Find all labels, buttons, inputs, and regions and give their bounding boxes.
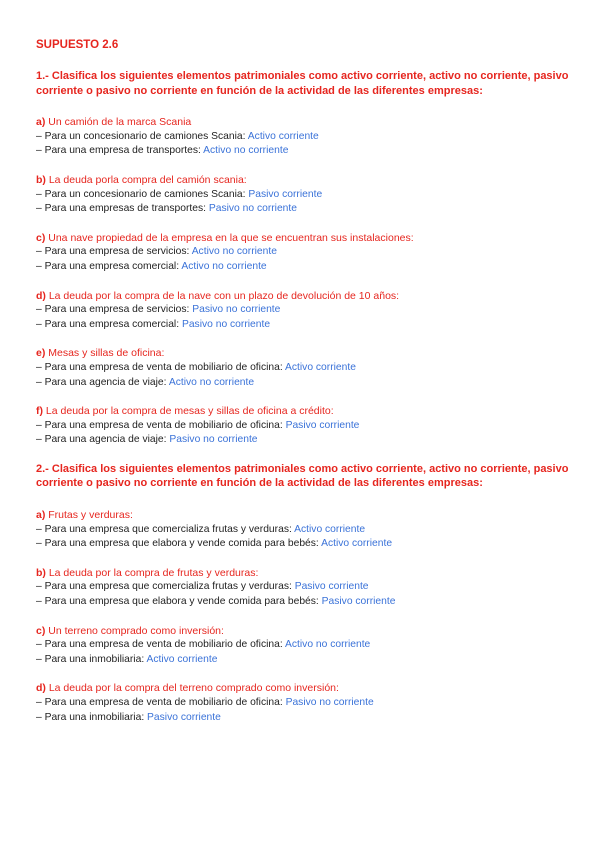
- item-title-text: La deuda por la compra de la nave con un plazo de devolución de 10 años:: [45, 289, 400, 302]
- item-letter: d): [36, 682, 46, 695]
- answer-line: [36, 303, 576, 318]
- answer-prompt: – Para una agencia de viaje:: [36, 434, 170, 446]
- item-title: [36, 508, 576, 523]
- answer-line: [36, 696, 576, 711]
- answer-prompt: – Para una empresa de venta de mobiliario de oficina:: [36, 361, 285, 373]
- answer-value: Pasivo corriente: [285, 419, 360, 431]
- answer-line: [36, 361, 576, 376]
- item-letter: b): [36, 173, 46, 186]
- exercise-item: [36, 624, 576, 668]
- answer-value: Pasivo corriente: [147, 711, 221, 723]
- answer-value: Pasivo no corriente: [181, 318, 271, 330]
- exercise-item: [36, 346, 576, 390]
- answer-prompt: – Para una empresa de transportes:: [36, 145, 204, 157]
- item-letter: d): [36, 289, 46, 302]
- answer-line: [36, 376, 576, 391]
- answer-prompt: – Para una empresa que elabora y vende comida para bebés:: [36, 596, 322, 608]
- item-title-text: Un terreno comprado como inversión:: [45, 624, 224, 637]
- exercise-item: [36, 566, 576, 610]
- item-letter: f): [36, 405, 43, 418]
- answer-value: Pasivo no corriente: [192, 304, 281, 316]
- answer-value: Pasivo corriente: [248, 188, 323, 200]
- exercise-item: [36, 173, 576, 217]
- item-letter: c): [36, 624, 46, 637]
- answer-value: Activo corriente: [285, 361, 356, 373]
- answer-value: Pasivo corriente: [321, 596, 396, 608]
- question-header: 2.- Clasifica los siguientes elementos patrimoniales como activo corriente, activo no corriente, pasivo corriente o pasivo no corriente en función de la actividad de las diferentes empresas:: [36, 462, 569, 490]
- item-letter: a): [36, 509, 46, 522]
- answer-value: Activo no corriente: [191, 246, 277, 258]
- answer-line: [36, 580, 576, 595]
- answer-value: Activo corriente: [294, 523, 366, 535]
- answer-line: [36, 523, 576, 538]
- answer-prompt: – Para un concesionario de camiones Scania:: [36, 130, 248, 142]
- item-title: [36, 681, 576, 696]
- exercise-item: [36, 404, 576, 448]
- answer-prompt: – Para una empresas de transportes:: [36, 203, 209, 215]
- answer-line: [36, 433, 576, 448]
- item-title-text: Una nave propiedad de la empresa en la que se encuentran sus instalaciones:: [45, 231, 414, 244]
- item-title-text: La deuda por la compra de mesas y sillas de oficina a crédito:: [43, 405, 334, 418]
- answer-prompt: – Para una inmobiliaria:: [36, 653, 147, 665]
- item-letter: a): [36, 116, 46, 129]
- item-title: [36, 289, 576, 304]
- sections-container: [36, 69, 576, 725]
- answer-prompt: – Para una empresa comercial:: [36, 260, 182, 272]
- answer-prompt: – Para una empresa de venta de mobiliario de oficina:: [36, 697, 286, 708]
- answer-value: Activo no corriente: [285, 639, 371, 651]
- answer-prompt: – Para una empresa que comercializa frutas y verduras:: [36, 581, 295, 593]
- document-title: SUPUESTO 2.6: [36, 39, 119, 51]
- question-section: [36, 69, 576, 448]
- answer-line: [36, 260, 576, 275]
- exercise-item: [36, 231, 576, 275]
- answer-prompt: – Para una empresa de servicios:: [36, 246, 192, 258]
- item-title-text: La deuda por la compra de frutas y verduras:: [45, 566, 259, 579]
- answer-line: [36, 318, 576, 333]
- item-title-text: La deuda porla compra del camión scania:: [45, 173, 247, 186]
- answer-line: [36, 245, 576, 260]
- item-title-text: Mesas y sillas de oficina:: [45, 347, 165, 360]
- answer-value: Activo corriente: [247, 130, 319, 142]
- answer-value: Activo no corriente: [168, 376, 255, 388]
- answer-value: Pasivo no corriente: [285, 697, 374, 708]
- answer-value: Pasivo no corriente: [169, 434, 258, 446]
- answer-prompt: – Para una inmobiliaria:: [36, 711, 148, 723]
- answer-line: [36, 711, 576, 726]
- item-title: [36, 231, 576, 246]
- item-title-text: La deuda por la compra del terreno comprado como inversión:: [45, 682, 339, 695]
- answer-line: [36, 638, 576, 653]
- answer-value: Activo no corriente: [203, 145, 289, 157]
- answer-prompt: – Para una empresa que elabora y vende comida para bebés:: [36, 538, 322, 550]
- item-letter: c): [36, 231, 46, 244]
- question-header: 1.- Clasifica los siguientes elementos patrimoniales como activo corriente, activo no corriente, pasivo corriente o pasivo no corriente en función de la actividad de las diferentes empresas:: [36, 70, 569, 97]
- answer-line: [36, 419, 576, 434]
- item-title: [36, 115, 576, 130]
- exercise-item: [36, 508, 576, 552]
- answer-value: Activo corriente: [146, 653, 218, 665]
- answer-prompt: – Para una empresa comercial:: [36, 318, 182, 330]
- item-title: [36, 624, 576, 639]
- exercise-item: [36, 681, 576, 725]
- item-title-text: Un camión de la marca Scania: [45, 116, 192, 129]
- answer-line: [36, 188, 576, 203]
- item-letter: b): [36, 566, 46, 579]
- item-title: [36, 404, 576, 419]
- item-title-text: Frutas y verduras:: [45, 509, 133, 522]
- answer-line: [36, 537, 576, 552]
- answer-line: [36, 653, 576, 668]
- item-title: [36, 566, 576, 581]
- answer-prompt: – Para una empresa de venta de mobiliario de oficina:: [36, 419, 286, 431]
- question-section: [36, 462, 576, 725]
- answer-prompt: – Para una agencia de viaje:: [36, 376, 169, 388]
- answer-line: [36, 595, 576, 610]
- answer-prompt: – Para una empresa de venta de mobiliario de oficina:: [36, 639, 285, 651]
- exercise-item: [36, 115, 576, 159]
- answer-line: [36, 144, 576, 159]
- item-letter: e): [36, 347, 46, 360]
- item-title: [36, 173, 576, 188]
- answer-line: [36, 130, 576, 145]
- exercise-item: [36, 289, 576, 333]
- answer-line: [36, 202, 576, 217]
- item-title: [36, 346, 576, 361]
- answer-value: Pasivo no corriente: [208, 203, 298, 215]
- answer-value: Activo no corriente: [181, 260, 267, 272]
- answer-prompt: – Para una empresa de servicios:: [36, 304, 193, 316]
- document-page: [36, 38, 576, 739]
- answer-value: Pasivo corriente: [294, 581, 369, 593]
- answer-prompt: – Para un concesionario de camiones Scania:: [36, 188, 249, 200]
- answer-prompt: – Para una empresa que comercializa frutas y verduras:: [36, 523, 295, 535]
- answer-value: Activo corriente: [321, 538, 393, 550]
